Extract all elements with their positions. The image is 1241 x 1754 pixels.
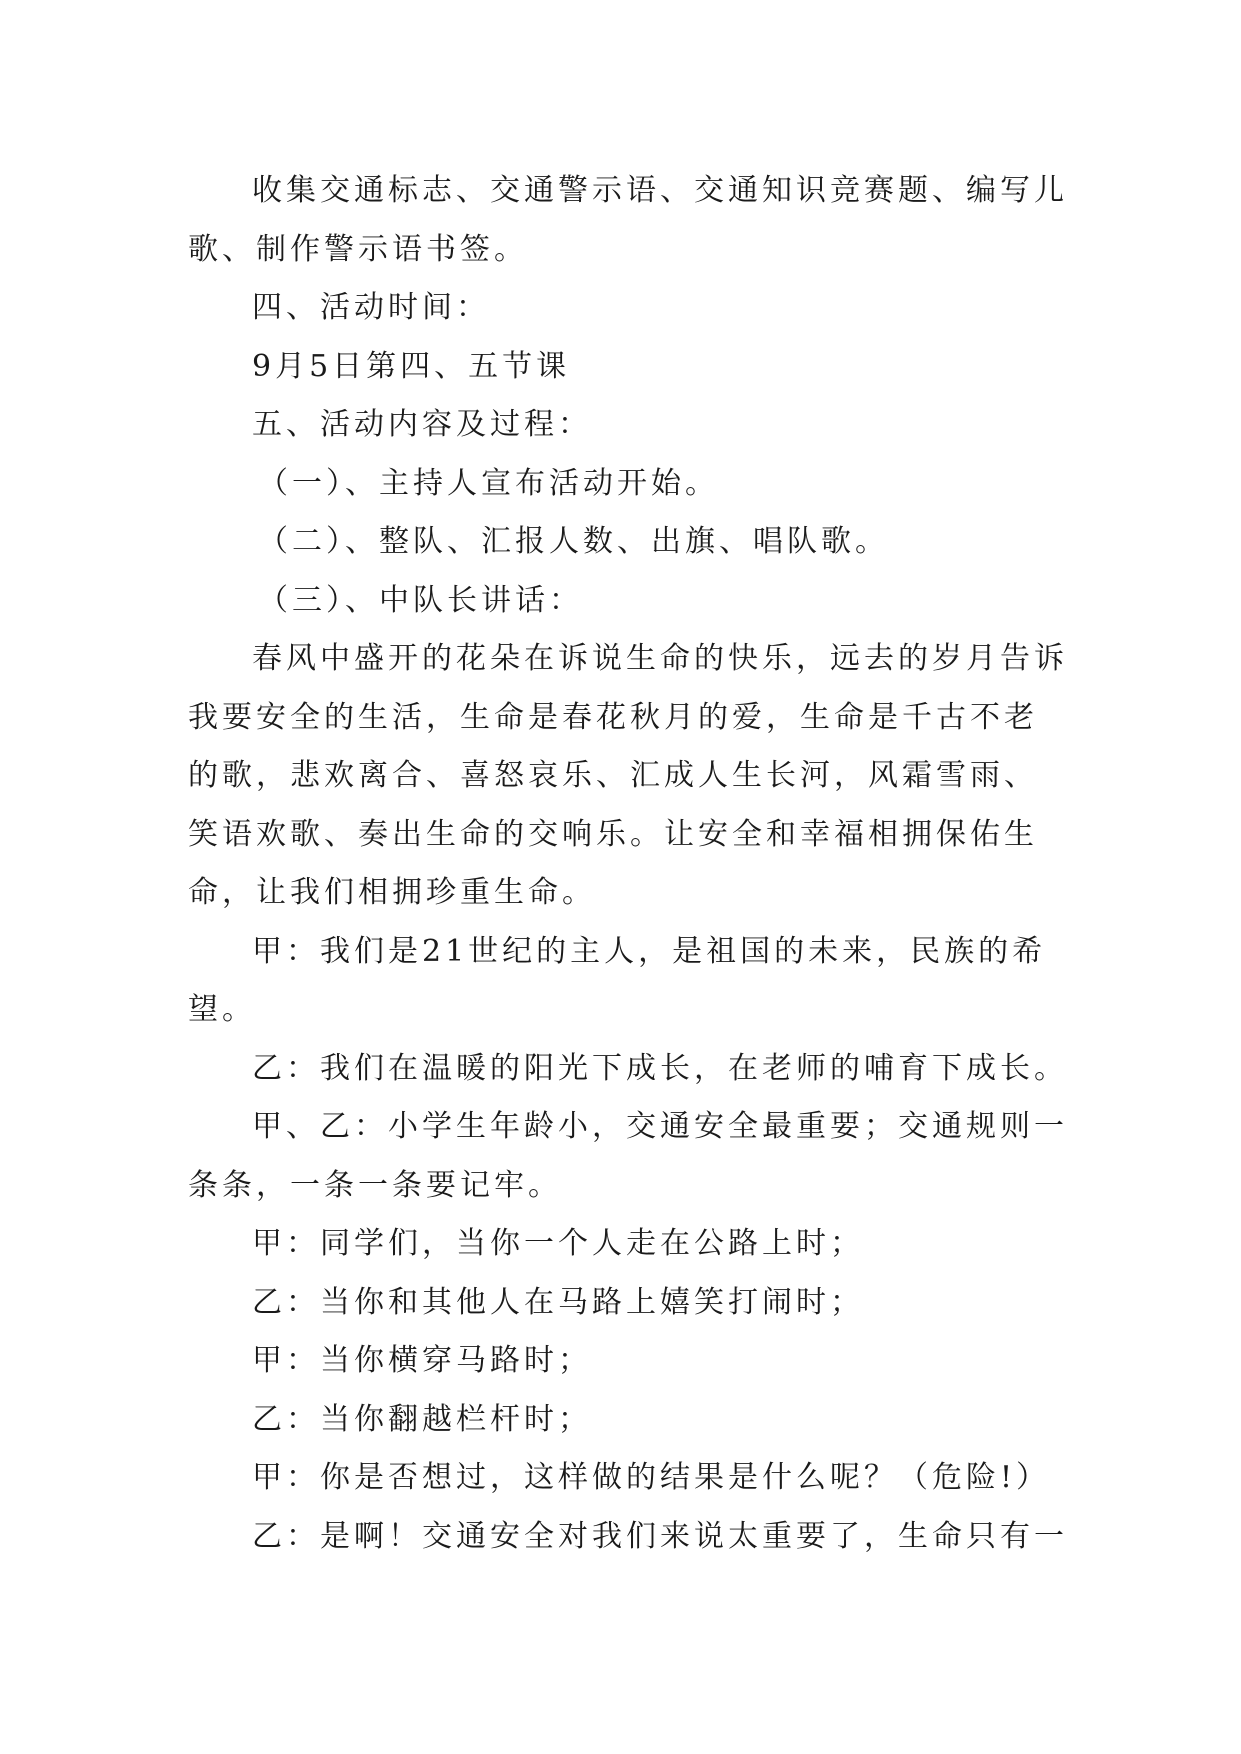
dialogue-line: 甲：你是否想过，这样做的结果是什么呢？（危险!） — [252, 1460, 1051, 1495]
paragraph-step-2: （二）、整队、汇报人数、出旗、唱队歌。 — [258, 524, 889, 559]
paragraph-activity-time: 9月5日第四、五节课 — [252, 348, 571, 384]
dialogue-line: 甲：当你横穿马路时； — [252, 1343, 592, 1378]
paragraph-step-1: （一）、主持人宣布活动开始。 — [258, 465, 719, 501]
paragraph-materials: 收集交通标志、交通警示语、交通知识竞赛题、编写儿歌、制作警示语书签。 — [188, 173, 1068, 267]
heading-activity-content: 五、活动内容及过程： — [252, 407, 592, 442]
paragraph-step-3: （三）、中队长讲话： — [258, 582, 583, 618]
dialogue-line: 乙：当你翻越栏杆时； — [252, 1401, 592, 1437]
heading-activity-time: 四、活动时间： — [252, 290, 490, 325]
paragraph-speech: 春风中盛开的花朵在诉说生命的快乐，远去的岁月告诉我要安全的生活，生命是春花秋月的爱，生命是千古不老的歌，悲欢离合、喜怒哀乐、汇成人生长河，风霜雪雨、笑语欢歌、奏出生命的交响乐。让安全和幸福相拥保佑生命，让我们相拥珍重生命。 — [188, 641, 1068, 910]
document-body — [188, 162, 1068, 1566]
dialogue-line: 乙：是啊！交通安全对我们来说太重要了，生命只有一 — [252, 1518, 1068, 1554]
dialogue-line: 乙：我们在温暖的阳光下成长，在老师的哺育下成长。 — [252, 1050, 1068, 1086]
dialogue-line: 乙：当你和其他人在马路上嬉笑打闹时； — [252, 1284, 864, 1320]
dialogue-line: 甲：同学们，当你一个人走在公路上时； — [252, 1226, 864, 1261]
dialogue-line: 甲、乙：小学生年龄小，交通安全最重要；交通规则一条条，一条一条要记牢。 — [188, 1109, 1068, 1203]
dialogue-line: 甲：我们是21世纪的主人，是祖国的未来，民族的希望。 — [188, 933, 1047, 1027]
